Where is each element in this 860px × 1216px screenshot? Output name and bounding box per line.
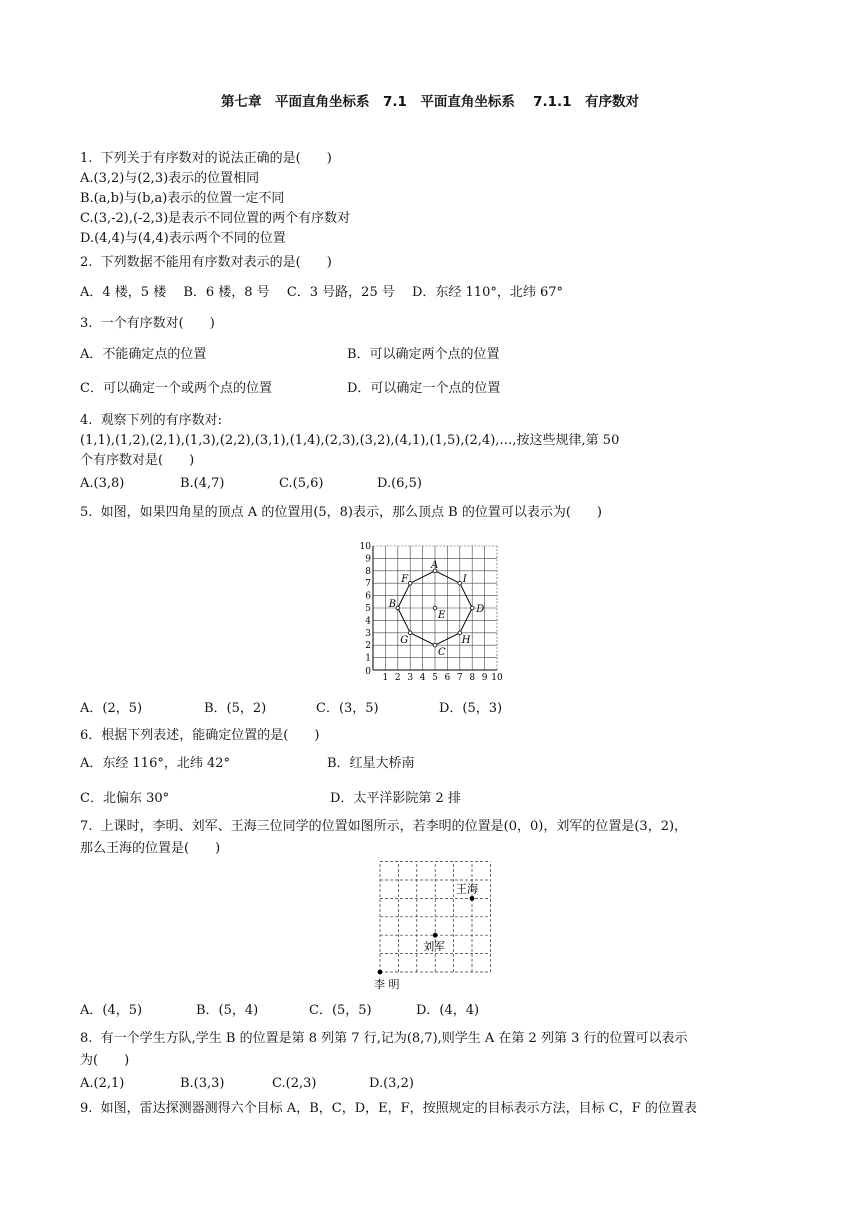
point-e-marker xyxy=(433,606,437,610)
q7-option-a: A．(4，5) xyxy=(80,1003,143,1018)
q8-option-b: B.(3,3) xyxy=(180,1076,225,1091)
point-g-marker xyxy=(408,631,412,635)
li-ming-label: 李 明 xyxy=(374,978,400,991)
x-tick-label: 10 xyxy=(491,673,503,683)
q3-option-b: B．可以确定两个点的位置 xyxy=(347,347,500,362)
q3-option-c: C．可以确定一个或两个点的位置 xyxy=(80,381,272,396)
y-tick-label: 1 xyxy=(365,653,371,664)
y-tick-label: 5 xyxy=(365,604,371,614)
point-i-label: I xyxy=(462,574,467,586)
q4-option-b: B.(4,7) xyxy=(180,476,225,491)
q8-option-d: D.(3,2) xyxy=(369,1076,414,1091)
q5-option-d: D．(5，3) xyxy=(439,701,503,716)
point-h-label: H xyxy=(461,634,471,646)
point-a-label: A xyxy=(431,559,439,571)
q8-stem-line-1: 8. 有一个学生方队,学生 B 的位置是第 8 列第 7 行,记为(8,7),则学生 A 在第 2 列第 3 行的位置可以表示 xyxy=(80,1031,688,1046)
q3-option-a: A．不能确定点的位置 xyxy=(80,347,207,362)
q7-option-b: B．(5，4) xyxy=(196,1003,259,1018)
page-title: 第七章 平面直角坐标系 7.1 平面直角坐标系 7.1.1 有序数对 xyxy=(220,94,640,110)
dashed-grid-lines xyxy=(380,862,490,972)
q5-option-c: C．(3，5) xyxy=(316,701,379,716)
star-points xyxy=(388,560,484,658)
y-tick-label: 7 xyxy=(365,579,371,590)
q3-option-d: D．可以确定一个点的位置 xyxy=(347,381,501,396)
y-tick-label: 9 xyxy=(365,554,371,565)
x-tick-label: 4 xyxy=(419,673,426,683)
q4-stem: 4. 观察下列的有序数对: xyxy=(80,413,223,428)
point-i-marker xyxy=(458,581,462,585)
q9-stem: 9. 如图，雷达探测器测得六个目标 A，B，C，D，E，F，按照规定的目标表示方法，目标 C，F 的位置表 xyxy=(80,1101,697,1116)
student-dot xyxy=(378,970,383,975)
q1-stem: 1. 下列关于有序数对的说法正确的是( ) xyxy=(80,151,332,166)
y-tick-labels xyxy=(360,542,372,664)
x-tick-label: 7 xyxy=(456,673,463,683)
y-tick-label: 2 xyxy=(365,641,371,652)
origin-label: 0 xyxy=(365,667,371,677)
x-tick-label: 6 xyxy=(444,673,451,683)
q5-stem: 5. 如图，如果四角星的顶点 A 的位置用(5，8)表示，那么顶点 B 的位置可以表示为( ) xyxy=(80,505,602,520)
seat-grid-figure xyxy=(368,860,498,992)
point-d-label: D xyxy=(476,604,485,615)
wang-hai-label: 王海 xyxy=(456,882,478,896)
q4-option-c: C.(5,6) xyxy=(279,476,324,491)
q6-stem: 6．根据下列表述，能确定位置的是( ) xyxy=(80,728,320,743)
q1-option-c: C.(3,-2),(-2,3)是表示不同位置的两个有序数对 xyxy=(80,211,351,226)
x-tick-label: 3 xyxy=(407,673,414,683)
q4-sequence-line-1: (1,1),(1,2),(2,1),(1,3),(2,2),(3,1),(1,4),(2,3),(3,2),(4,1),(1,5),(2,4),…,按这些规律,第 50 xyxy=(80,433,620,448)
student-dot xyxy=(470,896,475,901)
liu-jun-label: 刘军 xyxy=(423,940,446,954)
point-g-label: G xyxy=(400,634,409,646)
q8-stem-line-2: 为( ) xyxy=(80,1053,130,1068)
y-tick-label: 10 xyxy=(359,542,371,552)
q1-option-a: A.(3,2)与(2,3)表示的位置相同 xyxy=(80,171,260,186)
point-b-label: B xyxy=(388,599,397,610)
q3-stem: 3. 一个有序数对( ) xyxy=(80,316,215,331)
q7-option-c: C．(5，5) xyxy=(309,1003,372,1018)
q6-option-b: B．红星大桥南 xyxy=(327,756,415,771)
q6-option-a: A．东经 116°，北纬 42° xyxy=(80,756,231,771)
x-tick-labels xyxy=(383,673,503,683)
star-grid-figure xyxy=(355,538,505,684)
y-tick-label: 6 xyxy=(365,591,371,602)
q6-option-c: C．北偏东 30° xyxy=(80,791,170,806)
q2-options: A．4 楼，5 楼 B．6 楼，8 号 C．3 号路，25 号 D．东经 110°，北纬 67° xyxy=(80,285,564,300)
q8-option-a: A.(2,1) xyxy=(80,1076,125,1091)
point-c-marker xyxy=(433,643,437,647)
q7-stem-line-1: 7. 上课时，李明、刘军、王海三位同学的位置如图所示，若李明的位置是(0，0)，刘军的位置是(3，2)， xyxy=(80,819,688,834)
point-c-label: C xyxy=(438,647,446,659)
q4-option-a: A.(3,8) xyxy=(80,476,125,491)
q1-option-b: B.(a,b)与(b,a)表示的位置一定不同 xyxy=(80,191,285,206)
y-tick-label: 8 xyxy=(365,566,371,577)
x-tick-label: 1 xyxy=(382,673,389,683)
q2-stem: 2. 下列数据不能用有序数对表示的是( ) xyxy=(80,255,332,270)
q7-option-d: D．(4，4) xyxy=(416,1003,480,1018)
q6-option-d: D．太平洋影院第 2 排 xyxy=(330,791,461,806)
point-b-marker xyxy=(396,606,400,610)
x-tick-label: 8 xyxy=(469,673,476,683)
y-tick-label: 4 xyxy=(365,616,371,627)
x-tick-label: 2 xyxy=(394,673,401,683)
point-f-label: F xyxy=(401,574,409,586)
q5-option-a: A．(2，5) xyxy=(80,701,143,716)
q4-option-d: D.(6,5) xyxy=(377,476,422,491)
x-tick-label: 5 xyxy=(432,673,438,683)
q8-option-c: C.(2,3) xyxy=(272,1076,317,1091)
student-dot xyxy=(433,933,438,938)
q4-sequence-line-2: 个有序数对是( ) xyxy=(80,453,195,468)
x-tick-label: 9 xyxy=(481,673,488,683)
q7-stem-line-2: 那么王海的位置是( ) xyxy=(80,841,221,856)
point-e-label: E xyxy=(438,610,446,621)
q1-option-d: D.(4,4)与(4,4)表示两个不同的位置 xyxy=(80,231,286,246)
q5-option-b: B．(5，2) xyxy=(204,701,267,716)
point-f-marker xyxy=(408,581,412,585)
point-d-marker xyxy=(470,606,474,610)
y-tick-label: 3 xyxy=(365,628,371,639)
